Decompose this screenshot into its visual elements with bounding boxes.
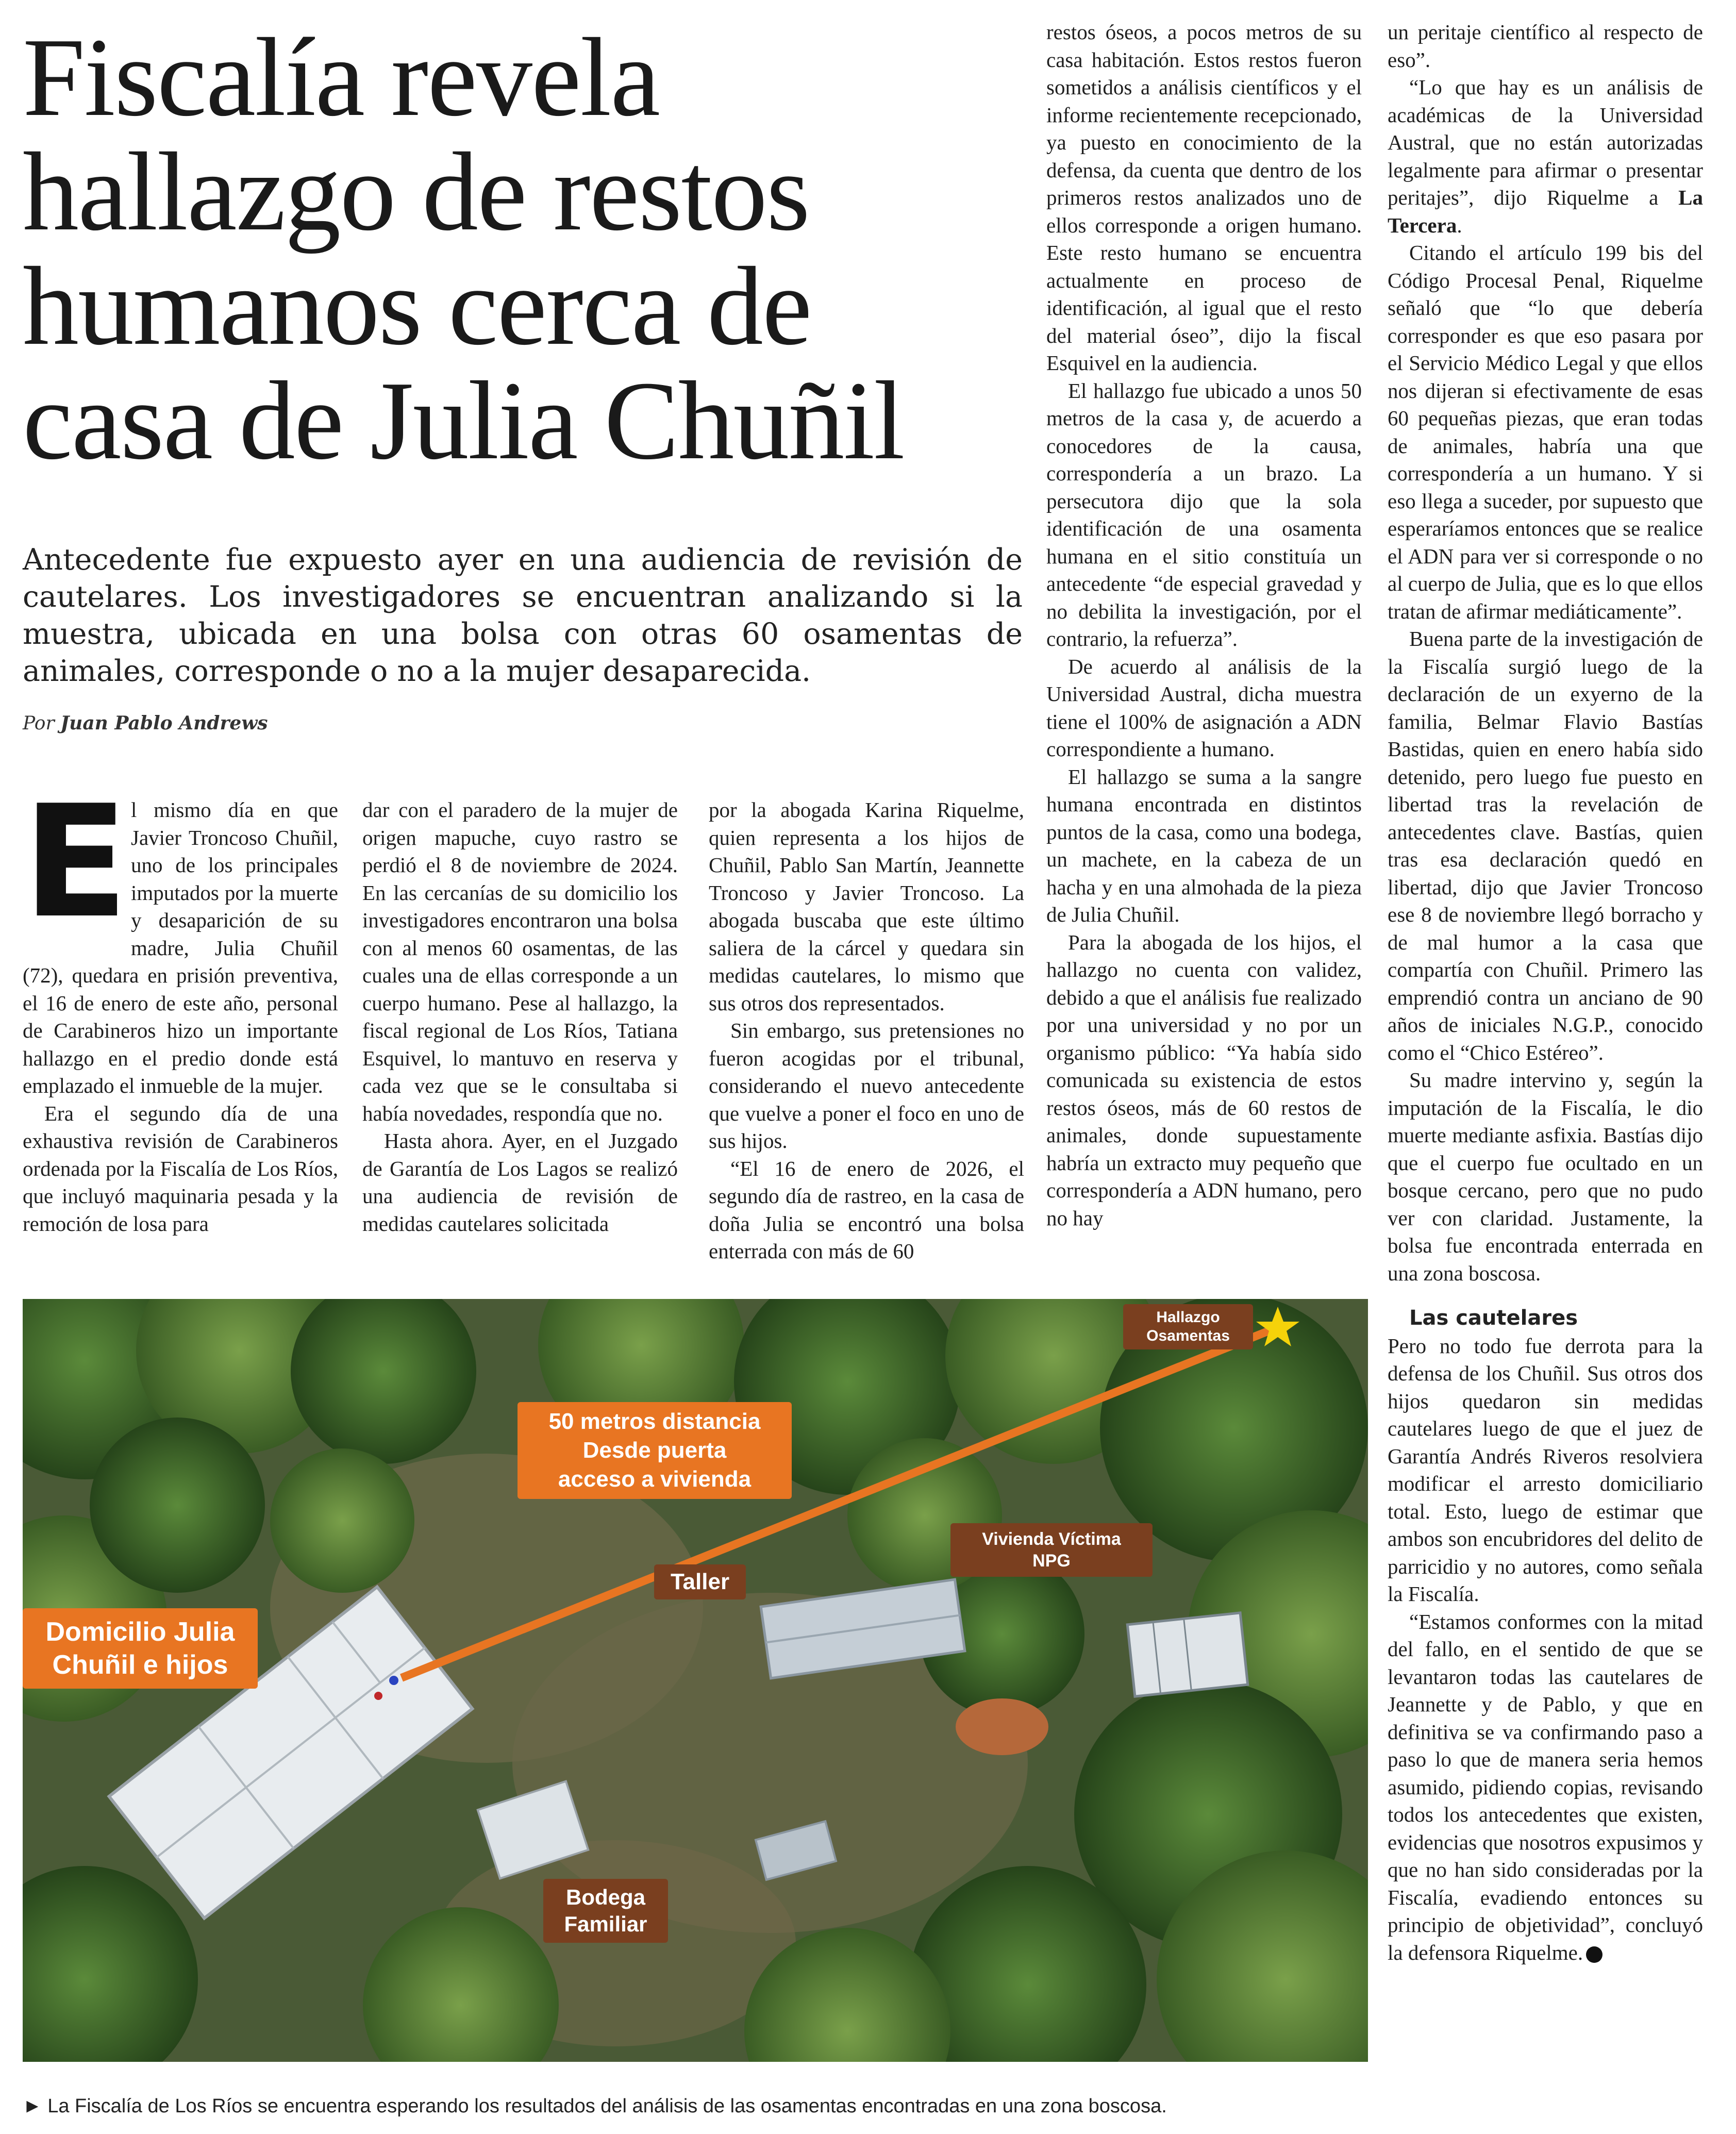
subhead: Las cautelares [1409,1306,1578,1330]
label-line: NPG [1032,1551,1071,1571]
paragraph: Para la abogada de los hijos, el hallazgo no cuenta con validez, debido a que el análisis fue realizado por una universidad y no por un organismo público: “Ya había sido comunicada su existencia de estos restos óseos, más de 60 restos de animales, donde supuestamente habría un extracto muy pequeño que correspondería a ADN humano, pero no hay [1046,930,1362,1230]
label-line: Familiar [564,1912,647,1936]
label-line: Chuñil e hijos [52,1650,228,1680]
paragraph: El hallazgo se suma a la sangre humana encontrada en distintos puntos de la casa, como una bodega, un machete, en la cabeza de un hacha y en una almohada de la pieza de Julia Chuñil. [1046,764,1362,926]
label-line: Hallazgo [1156,1309,1220,1326]
body-column-4 [1046,19,1362,1232]
caption-text: La Fiscalía de Los Ríos se encuentra esperando los resultados del análisis de las osamentas encontradas en una zona boscosa. [47,2095,1167,2117]
paragraph: por la abogada Karina Riquelme, quien representa a los hijos de Chuñil, Pablo San Martín, Jeannette Troncoso y Javier Troncoso. La abogada buscaba que este último saliera de la cárcel y quedara sin medidas cautelares, lo mismo que sus otros dos representados. [709,798,1024,1015]
label-line: acceso a vivienda [558,1466,752,1492]
paragraph: Buena parte de la investigación de la Fiscalía surgió luego de la declaración de un exyerno de la familia, Belmar Flavio Bastías Bastidas, quien en enero había sido detenido, pero luego fue puesto en libertad tras la revelación de antecedentes clave. Bastías, quien tras esa declaración quedó en libertad, dijo que Javier Troncoso ese 8 de noviembre llegó borracho y de mal humor a la casa que compartía con Chuñil. Primero las emprendió contra un anciano de 90 años de iniciales N.G.P., conocido como el “Chico Estéreo”. [1388,627,1703,1064]
label-line: Domicilio Julia [45,1617,235,1647]
byline [23,712,268,734]
label-hallazgo [1123,1304,1253,1349]
paragraph: Hasta ahora. Ayer, en el Juzgado de Garantía de Los Lagos se realizó una audiencia de revisión de medidas cautelares solicitada [362,1129,678,1236]
wood-pile [956,1698,1048,1755]
vivienda-building [1127,1613,1247,1696]
body-column-3 [709,796,1024,1265]
paragraph: Citando el artículo 199 bis del Código Procesal Penal, Riquelme señaló que “lo que debería corresponder es que eso pasara por el Servicio Médico Legal y que ellos nos dijeran si efectivamente de esas 60 pequeñas piezas, que eran todas de animales, habría una que correspondería a un humano. Y si eso llega a suceder, por supuesto que esperaríamos entonces que se realice el ADN para ver si corresponde o no al cuerpo de Julia, que es lo que ellos tratan de afirmar mediáticamente”. [1388,241,1703,623]
label-distancia [518,1402,792,1499]
body-column-5 [1388,19,1703,1966]
body-column-2 [362,796,678,1238]
photo-caption [23,2095,1373,2118]
paragraph: Su madre intervino y, según la imputación de la Fiscalía, le dio muerte mediante asfixia. Bastías dijo que el cuerpo fue ocultado en un bosque cercano, pero que no pudo ver con claridad. Justamente, la bolsa fue encontrada enterrada en una zona boscosa. [1388,1068,1703,1285]
label-line: Osamentas [1146,1327,1230,1344]
label-domicilio [23,1608,258,1689]
paragraph: dar con el paradero de la mujer de origen mapuche, cuyo rastro se perdió el 8 de noviembre de 2024. En las cercanías de su domicilio los investigadores encontraron una bolsa con al menos 60 osamentas, de las cuales una de ellas corresponde a un cuerpo humano. Pese al hallazgo, la fiscal regional de Los Ríos, Tatiana Esquivel, lo mantuvo en reserva y cada vez que se le consultaba si había novedades, respondía que no. [362,798,678,1125]
drop-cap: E [23,772,128,952]
label-taller [654,1564,746,1599]
label-bodega [543,1879,668,1943]
byline-author: Juan Pablo Andrews [60,712,268,734]
aerial-photo [23,1299,1368,2062]
body-column-1 [23,772,338,1238]
paragraph: Pero no todo fue derrota para la defensa de los Chuñil. Sus otros dos hijos quedaron sin medidas cautelares luego de que el juez de Garantía Andrés Riveros resolviera modificar el arresto domiciliario total. Esto, luego de estimar que ambos son encubridores del delito de parricidio y no autores, como señala la Fiscalía. [1388,1333,1703,1606]
caption-arrow-icon: ► [23,2095,42,2117]
paragraph: De acuerdo al análisis de la Universidad Austral, dicha muestra tiene el 100% de asignación a ADN correspondiente a humano. [1046,654,1362,761]
label-line: 50 metros distancia [548,1409,761,1434]
label-line: Vivienda Víctima [982,1529,1121,1549]
deck: Antecedente fue expuesto ayer en una audiencia de revisión de cautelares. Los investigadores se encuentran analizando si la muestra, ubicada en una bolsa con otras 60 osamentas de animales, corresponde o no a la mujer desaparecida. [23,543,1023,688]
paragraph: l mismo día en que Javier Troncoso Chuñil, uno de los principales imputados por la muerte y desaparición de su madre, Julia Chuñil (72), quedara en prisión preventiva, el 16 de enero de este año, personal de Carabineros hizo un importante hallazgo en el predio donde está emplazado el inmueble de la mujer. [23,798,338,1097]
paragraph: El hallazgo fue ubicado a unos 50 metros de la casa y, de acuerdo a conocedores de la causa, correspondería a un brazo. La persecutora dijo que la sola identificación de una osamenta humana en el sitio constituía un antecedente “de especial gravedad y no debilita la investigación, por el contrario, la refuerza”. [1046,378,1362,651]
label-line: Taller [670,1569,730,1594]
paragraph: “Lo que hay es un análisis de académicas de la Universidad Austral, que no están autorizadas legalmente para afirmar o presentar peritajes”, dijo Riquelme a La Tercera. [1388,75,1703,237]
paragraph: Sin embargo, sus pretensiones no fueron acogidas por el tribunal, considerando el nuevo antecedente que vuelve a poner el foco en uno de sus hijos. [709,1019,1024,1153]
paragraph: “El 16 de enero de 2026, el segundo día de rastreo, en la casa de doña Julia se encontró una bolsa enterrada con más de 60 [709,1156,1024,1263]
paragraph: un peritaje científico al respecto de eso”. [1388,20,1703,72]
paragraph: Era el segundo día de una exhaustiva revisión de Carabineros ordenada por la Fiscalía de Los Ríos, que incluyó maquinaria pesada y la remoción de losa para [23,1101,338,1236]
headline: Fiscalía revela hallazgo de restos humanos cerca de casa de Julia Chuñil [23,15,904,483]
paragraph [1388,1608,1703,1967]
newspaper-name: La Tercera [1388,186,1703,237]
closing-quote: “Estamos conformes con la mitad del fallo, en el sentido de que se levantaron todas las cautelares de Jeannette y de Pablo, y que en definitiva se va confirmando paso a paso lo que de manera seria hemos asumido, pidiendo copias, revisando todos los antecedentes que existen, evidencias que nosotros expusimos y que no han sido consideradas por la Fiscalía, evadiendo entonces su principio de objetividad”, concluyó la defensora Riquelme. [1388,1609,1703,1964]
label-line: Desde puerta [582,1438,727,1463]
end-mark-icon [1586,1946,1603,1963]
label-line: Bodega [565,1885,645,1909]
door-marker [374,1692,382,1700]
door-marker [389,1676,398,1685]
byline-prefix: Por [23,713,55,734]
quote-text: “Lo que hay es un análisis de académicas de la Universidad Austral, que no están autorizadas legalmente para afirmar o presentar peritajes”, dijo Riquelme a [1388,75,1703,209]
paragraph: restos óseos, a pocos metros de su casa habitación. Estos restos fueron sometidos a análisis científicos y el informe recientemente recepcionado, ya puesto en conocimiento de la defensa, da cuenta que dentro de los primeros restos analizados uno de ellos corresponde a origen humano. Este resto humano se encuentra actualmente en proceso de identificación, al igual que el resto del material óseo”, dijo la fiscal Esquivel en la audiencia. [1046,20,1362,375]
label-vivienda [950,1523,1153,1577]
